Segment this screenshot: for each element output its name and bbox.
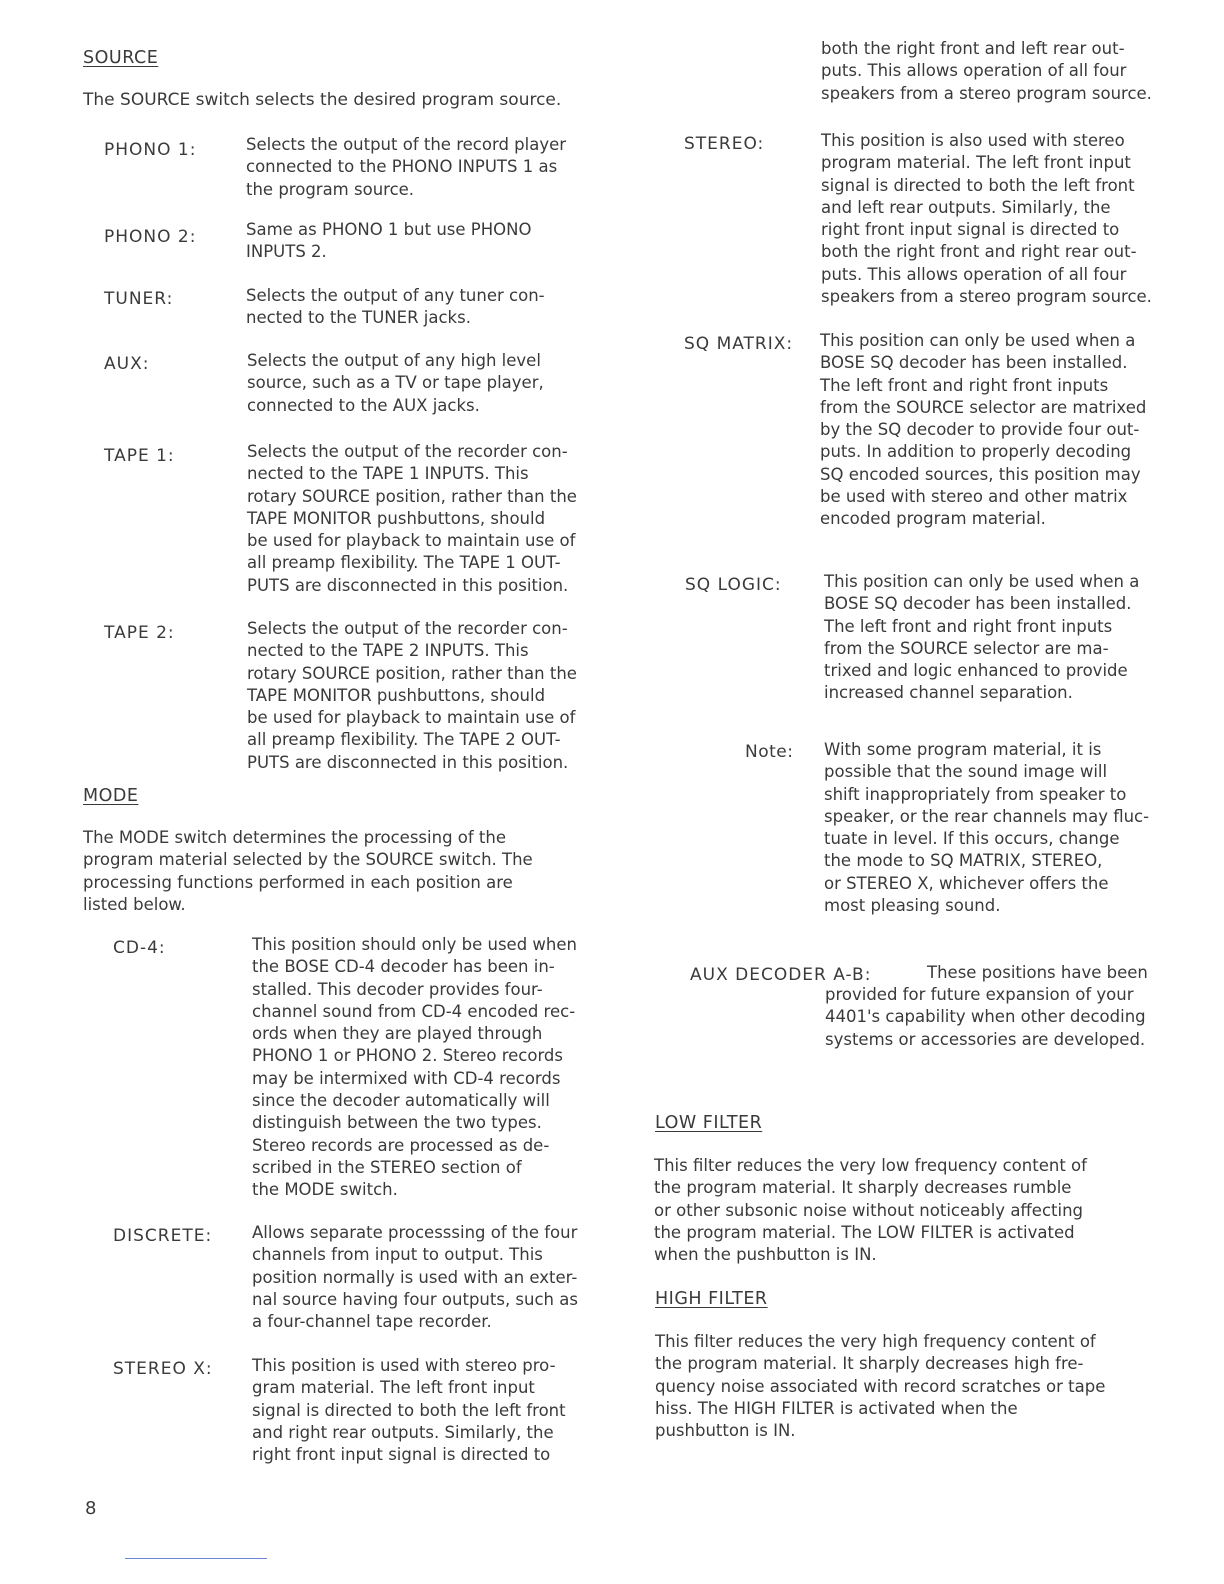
def-sq-matrix: This position can only be used when a BOSE SQ decoder has been installed. The left front and right front inputs from the SOURCE selector are matrixed by the SQ decoder to provide four out- puts. In addition to properly decoding SQ encoded sources, this position may be used with stereo and other matrix encoded program material. [820, 331, 1147, 529]
term-stereo: STEREO: [684, 134, 765, 154]
term-aux: AUX: [104, 354, 150, 374]
def-tape-2: Selects the output of the recorder con- nected to the TAPE 2 INPUTS. This rotary SOURCE position, rather than the TAPE MONITOR pushbuttons, should be used for playback to maintain use of all preamp flexibility. The TAPE 2 OUT- PUTS are disconnected in this position. [247, 619, 577, 772]
def-phono-2: Same as PHONO 1 but use PHONO INPUTS 2. [246, 220, 532, 262]
def-cd-4: This position should only be used when the BOSE CD-4 decoder has been in- stalled. This decoder provides four- channel sound from CD-4 encoded rec- ords when they are played through PHONO 1 or PHONO 2. Stereo records may be intermixed with CD-4 records since the decoder automatically will distinguish between the two types. Stereo records are processed as de- scribed in the STEREO section of the MODE switch. [252, 935, 577, 1200]
def-stereo: This position is also used with stereo program material. The left front input signal is directed to both the left front and left rear outputs. Similarly, the right front input signal is directed to both the right front and right rear out- puts. This allows operation of all four speakers from a stereo program source. [821, 131, 1152, 307]
term-aux-decoder: AUX DECODER A-B: [690, 965, 872, 985]
term-tuner: TUNER: [104, 289, 174, 309]
def-sq-logic: This position can only be used when a BOSE SQ decoder has been installed. The left front and right front inputs from the SOURCE selector are ma- trixed and logic enhanced to provide increased channel separation. [824, 572, 1140, 703]
mode-heading: MODE [83, 786, 139, 806]
term-sq-logic: SQ LOGIC: [685, 575, 782, 595]
mode-intro: The MODE switch determines the processing of the program material selected by the SOURCE switch. The processing functions performed in each position are listed below. [83, 828, 533, 914]
term-phono-2: PHONO 2: [104, 227, 197, 247]
term-cd-4: CD-4: [113, 938, 166, 958]
term-sq-matrix: SQ MATRIX: [684, 334, 794, 354]
def-tape-1: Selects the output of the recorder con- nected to the TAPE 1 INPUTS. This rotary SOURCE position, rather than the TAPE MONITOR pushbuttons, should be used for playback to maintain use of all preamp flexibility. The TAPE 1 OUT- PUTS are disconnected in this position. [247, 442, 577, 595]
high-filter-heading: HIGH FILTER [655, 1289, 768, 1309]
def-phono-1: Selects the output of the record player connected to the PHONO INPUTS 1 as the program source. [246, 135, 567, 199]
stereo-x-continuation: both the right front and left rear out- puts. This allows operation of all four speakers from a stereo program source. [821, 39, 1152, 103]
source-heading: SOURCE [83, 48, 159, 68]
term-tape-2: TAPE 2: [104, 623, 175, 643]
def-stereo-x: This position is used with stereo pro- gram material. The left front input signal is directed to both the left front and right rear outputs. Similarly, the right front input signal is directed to [252, 1356, 566, 1465]
term-note: Note: [745, 742, 794, 762]
def-aux-decoder: provided for future expansion of your 4401's capability when other decoding systems or accessories are developed. [825, 985, 1146, 1049]
page-number: 8 [85, 1498, 97, 1519]
high-filter-text: This filter reduces the very high frequency content of the program material. It sharply decreases high fre- quency noise associated with record scratches or tape hiss. The HIGH FILTER is activated when the pushbutton is IN. [655, 1332, 1106, 1441]
def-aux-decoder-first-line: These positions have been [927, 963, 1148, 982]
term-discrete: DISCRETE: [113, 1226, 213, 1246]
def-note: With some program material, it is possible that the sound image will shift inappropriately from speaker to speaker, or the rear channels may fluc- tuate in level. If this occurs, change the mode to SQ MATRIX, STEREO, or STEREO X, whichever offers the most pleasing sound. [824, 740, 1150, 916]
def-aux: Selects the output of any high level source, such as a TV or tape player, connected to the AUX jacks. [247, 351, 544, 415]
footer-rule [125, 1558, 267, 1559]
term-phono-1: PHONO 1: [104, 140, 197, 160]
low-filter-heading: LOW FILTER [655, 1113, 763, 1133]
term-stereo-x: STEREO X: [113, 1359, 213, 1379]
source-intro: The SOURCE switch selects the desired program source. [83, 90, 562, 110]
term-tape-1: TAPE 1: [104, 446, 175, 466]
def-discrete: Allows separate processsing of the four channels from input to output. This position normally is used with an exter- nal source having four outputs, such as a four-channel tape recorder. [252, 1223, 578, 1332]
def-tuner: Selects the output of any tuner con- nected to the TUNER jacks. [246, 286, 545, 328]
low-filter-text: This filter reduces the very low frequency content of the program material. It sharply decreases rumble or other subsonic noise without noticeably affecting the program material. The LOW FILTER is activated when the pushbutton is IN. [654, 1156, 1087, 1265]
